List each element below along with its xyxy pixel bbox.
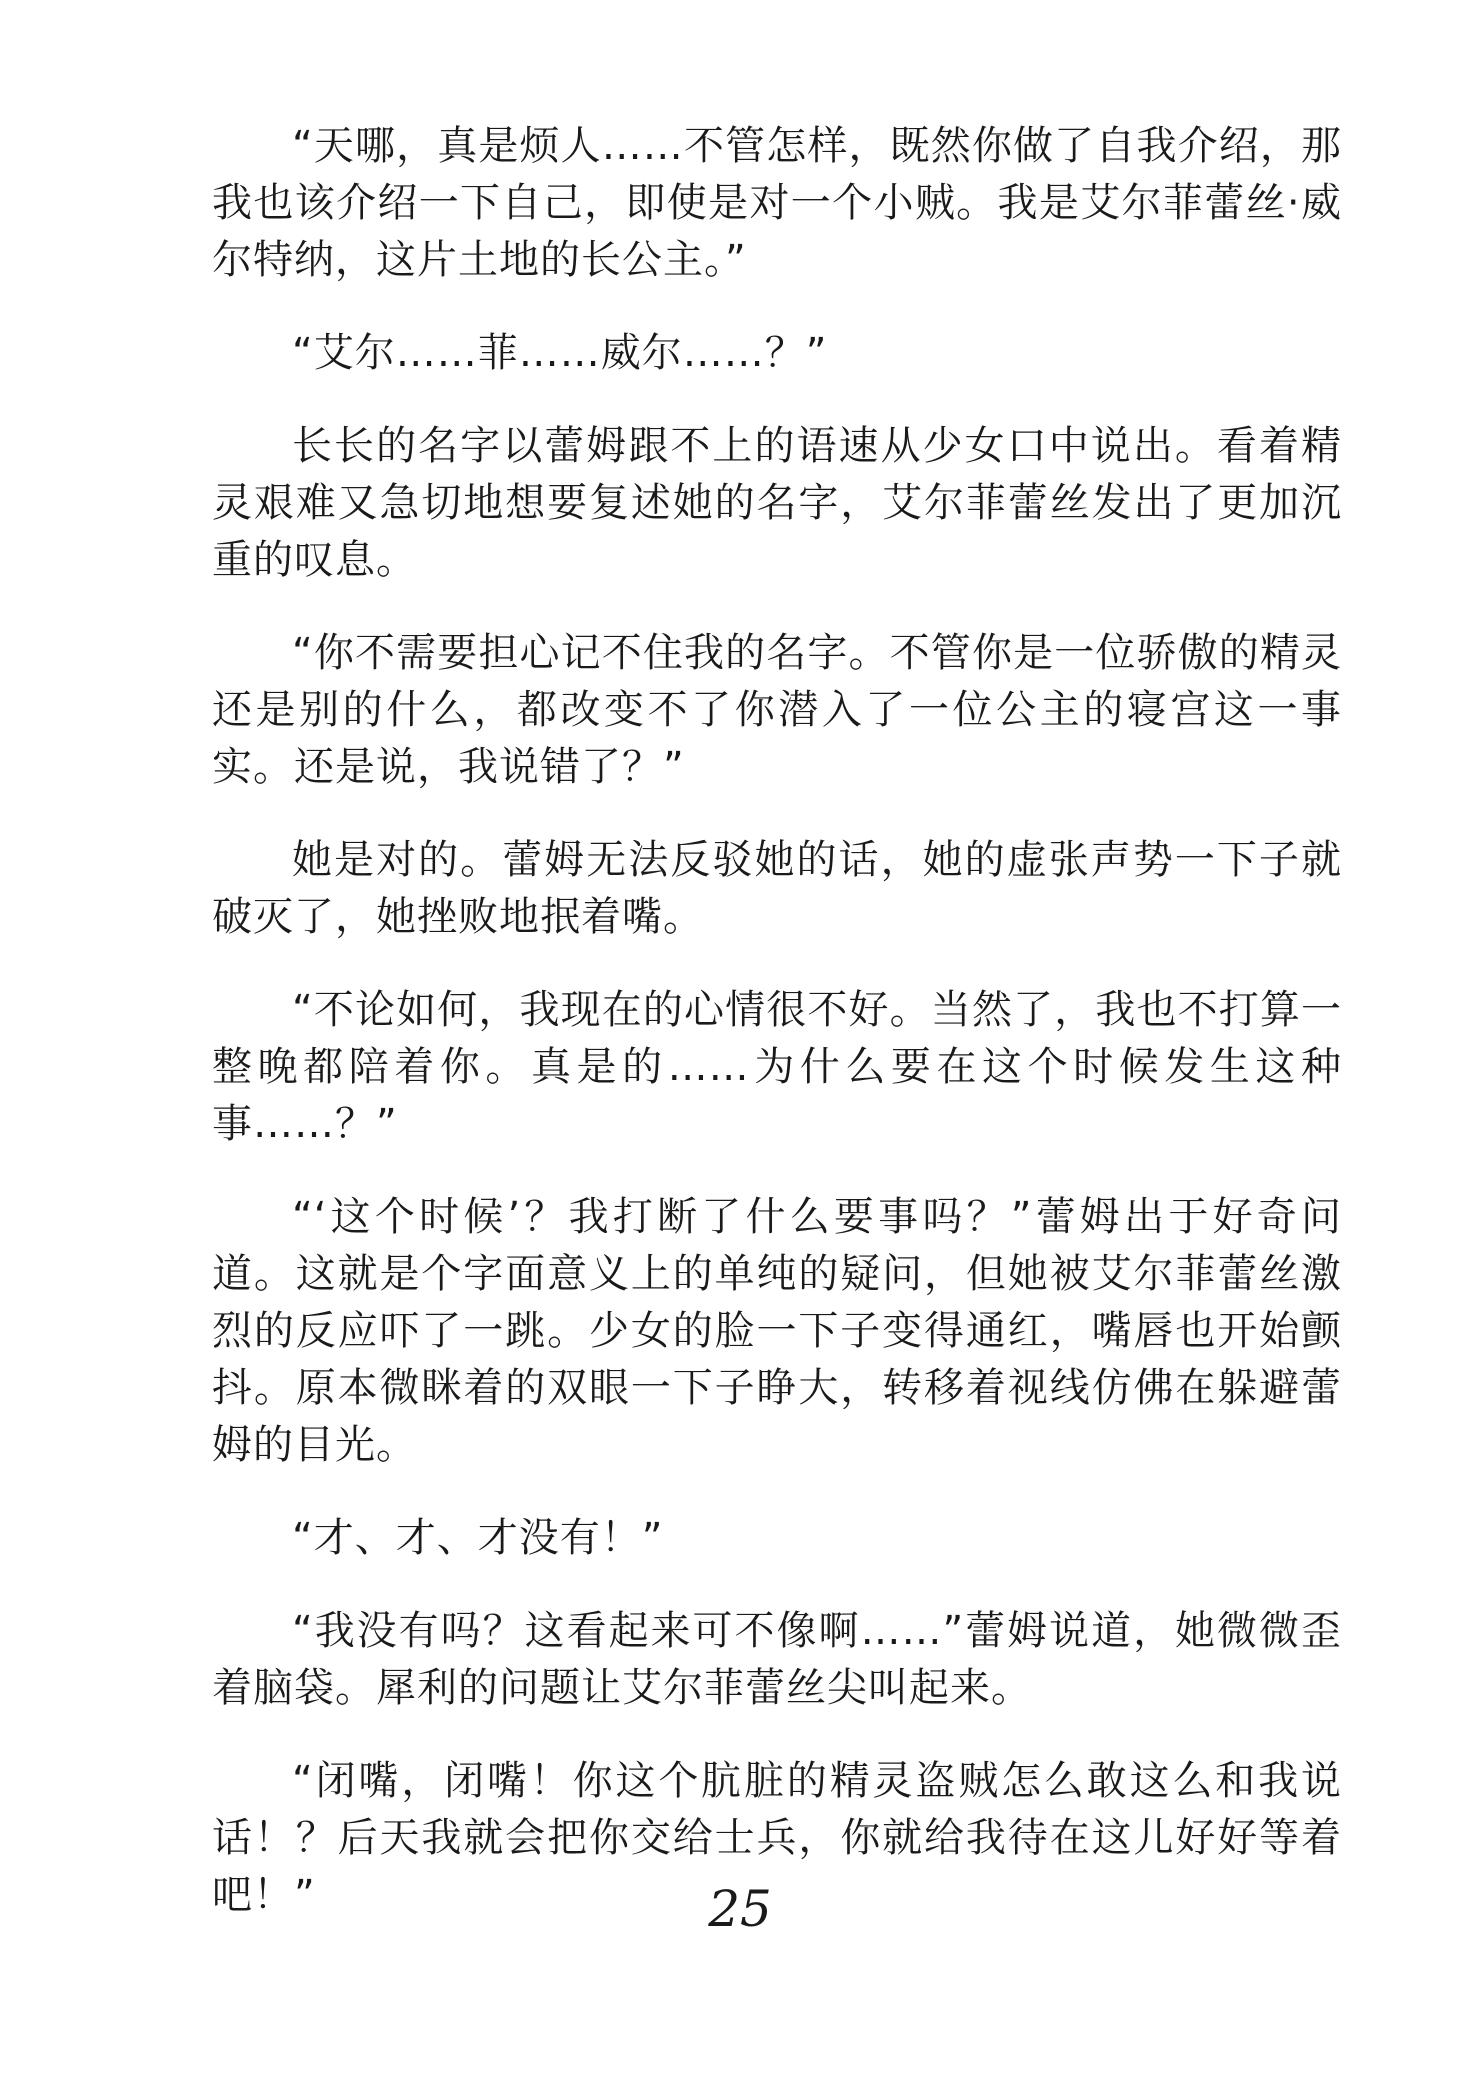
paragraph-5: 她是对的。蕾姆无法反驳她的话，她的虚张声势一下子就破灭了，她挫败地抿着嘴。	[212, 837, 1342, 940]
paragraph-9: “我没有吗？这看起来可不像啊……”蕾姆说道，她微微歪着脑袋。犀利的问题让艾尔菲蕾丝尖叫起来。	[212, 1608, 1342, 1711]
paragraph-3: 长长的名字以蕾姆跟不上的语速从少女口中说出。看着精灵艰难又急切地想要复述她的名字，艾尔菲蕾丝发出了更加沉重的叹息。	[212, 423, 1342, 583]
paragraph-6: “不论如何，我现在的心情很不好。当然了，我也不打算一整晚都陪着你。真是的……为什么要在这个时候发生这种事……？”	[212, 987, 1342, 1147]
paragraph-10: “闭嘴，闭嘴！你这个肮脏的精灵盗贼怎么敢这么和我说话！？后天我就会把你交给士兵，你就给我待在这儿好好等着吧！”	[212, 1758, 1342, 1918]
page-number: 25	[708, 1880, 772, 1938]
paragraph-7: “‘这个时候’？我打断了什么要事吗？”蕾姆出于好奇问道。这就是个字面意义上的单纯的疑问，但她被艾尔菲蕾丝激烈的反应吓了一跳。少女的脸一下子变得通红，嘴唇也开始颤抖。原本微眯着的双眼一下子睁大，转移着视线仿佛在躲避蕾姆的目光。	[212, 1194, 1342, 1468]
page-body	[212, 118, 1342, 1960]
paragraph-1: “天哪，真是烦人……不管怎样，既然你做了自我介绍，那我也该介绍一下自己，即使是对一个小贼。我是艾尔菲蕾丝·威尔特纳，这片土地的长公主。”	[212, 123, 1342, 283]
paragraph-2: “艾尔……菲……威尔……？”	[292, 330, 828, 376]
paragraph-4: “你不需要担心记不住我的名字。不管你是一位骄傲的精灵还是别的什么，都改变不了你潜入了一位公主的寝宫这一事实。还是说，我说错了？”	[212, 630, 1342, 790]
paragraph-8: “才、才、才没有！”	[292, 1515, 664, 1561]
